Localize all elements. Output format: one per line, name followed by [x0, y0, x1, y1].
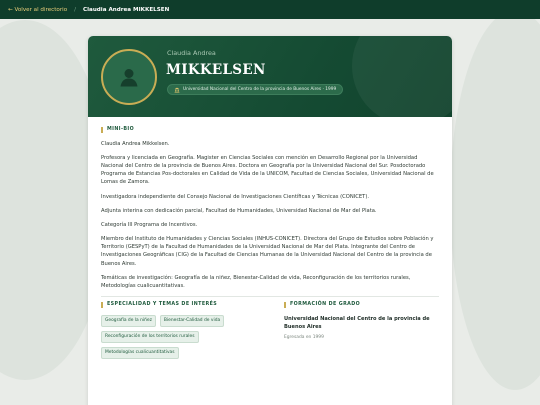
header-decoration — [352, 36, 452, 126]
affiliation-badge — [167, 84, 343, 95]
bio-paragraph: Categoría III Programa de Incentivos. — [101, 222, 198, 229]
bio-paragraph: Adjunta interina con dedicación parcial, Facultad de Humanidades, Universidad Nacional de Mar del Plata. — [101, 207, 377, 214]
bio-paragraph: Miembro del Instituto de Humanidades y Ciencias Sociales (INHUS-CONICET). Directora del Grupo de Estudios sobre Población y Territorio (GESPyT) de la Facultad de Humanidades de la Universidad Nacional de Mar del Plata. Integrante del Centro de Investigaciones Geográficas (CIG) de la Facultad de Ciencias Humanas de la Universidad Nacional del Centro de la provincia de Buenos Aires. — [101, 236, 434, 267]
specialties-heading: ESPECIALIDAD Y TEMAS DE INTERÉS — [101, 302, 284, 308]
bio-paragraph: Temáticas de investigación: Geografía de la niñez, Bienestar-Calidad de vida, Reconfiguración de los territorios rurales, Metodologías cualicuantitativas. — [101, 274, 411, 289]
breadcrumb-separator: / — [74, 6, 77, 13]
top-bar — [0, 0, 540, 19]
education-year: Egresada en 1999 — [284, 334, 324, 340]
breadcrumb-current: Claudia Andrea MIKKELSEN — [83, 6, 170, 13]
affiliation-text: Universidad Nacional del Centro de la provincia de Buenos Aires · 1999 — [183, 87, 337, 92]
education-section — [284, 302, 434, 363]
bio-paragraph: Profesora y licenciada en Geografía. Magister en Ciencias Sociales con mención en Desarrollo Regional por la Universidad Nacional del Centro de la provincia de Buenos Aires. Doctora en Geografía por la Universidad Nacional del Sur. Posdoctorado Programa de Estancias Pos-doctorales en Calidad de Vida de la UNICOM, Facultad de Ciencias Sociales, Universidad Nacional de Lomas de Zamora. — [101, 155, 434, 186]
profile-card — [88, 36, 452, 405]
bio-paragraph: Investigadora independiente del Consejo Nacional de Investigaciones Científicas y Técnicas (CONICET). — [101, 193, 369, 200]
specialty-tag[interactable]: Reconfiguración de los territorios rurales — [101, 331, 199, 343]
details-row — [101, 302, 439, 363]
education-heading: FORMACIÓN DE GRADO — [284, 302, 434, 308]
specialty-tags — [101, 315, 284, 363]
back-to-directory-link[interactable]: ← Volver al directorio — [8, 6, 68, 13]
background-shape-right — [450, 10, 540, 390]
specialties-section — [101, 302, 284, 363]
specialty-tag[interactable]: Bienestar-Calidad de vida — [160, 315, 224, 327]
specialty-tag[interactable]: Geografía de la niñez — [101, 315, 156, 327]
bio-paragraph: Claudia Andrea Mikkelsen. — [101, 141, 170, 147]
user-icon — [118, 66, 140, 88]
education-university: Universidad Nacional del Centro de la provincia de Buenos Aires — [284, 315, 430, 330]
avatar — [101, 49, 157, 105]
profile-header — [88, 36, 452, 117]
section-divider — [101, 296, 439, 297]
specialty-tag[interactable]: Metodologías cualicuantitativas — [101, 347, 179, 359]
profile-first-name: Claudia Andrea — [167, 49, 216, 57]
institution-icon — [174, 87, 180, 93]
profile-last-name: MIKKELSEN — [166, 62, 266, 78]
profile-content — [88, 117, 452, 363]
mini-bio — [101, 140, 439, 290]
mini-bio-heading: MINI-BIO — [101, 127, 439, 133]
